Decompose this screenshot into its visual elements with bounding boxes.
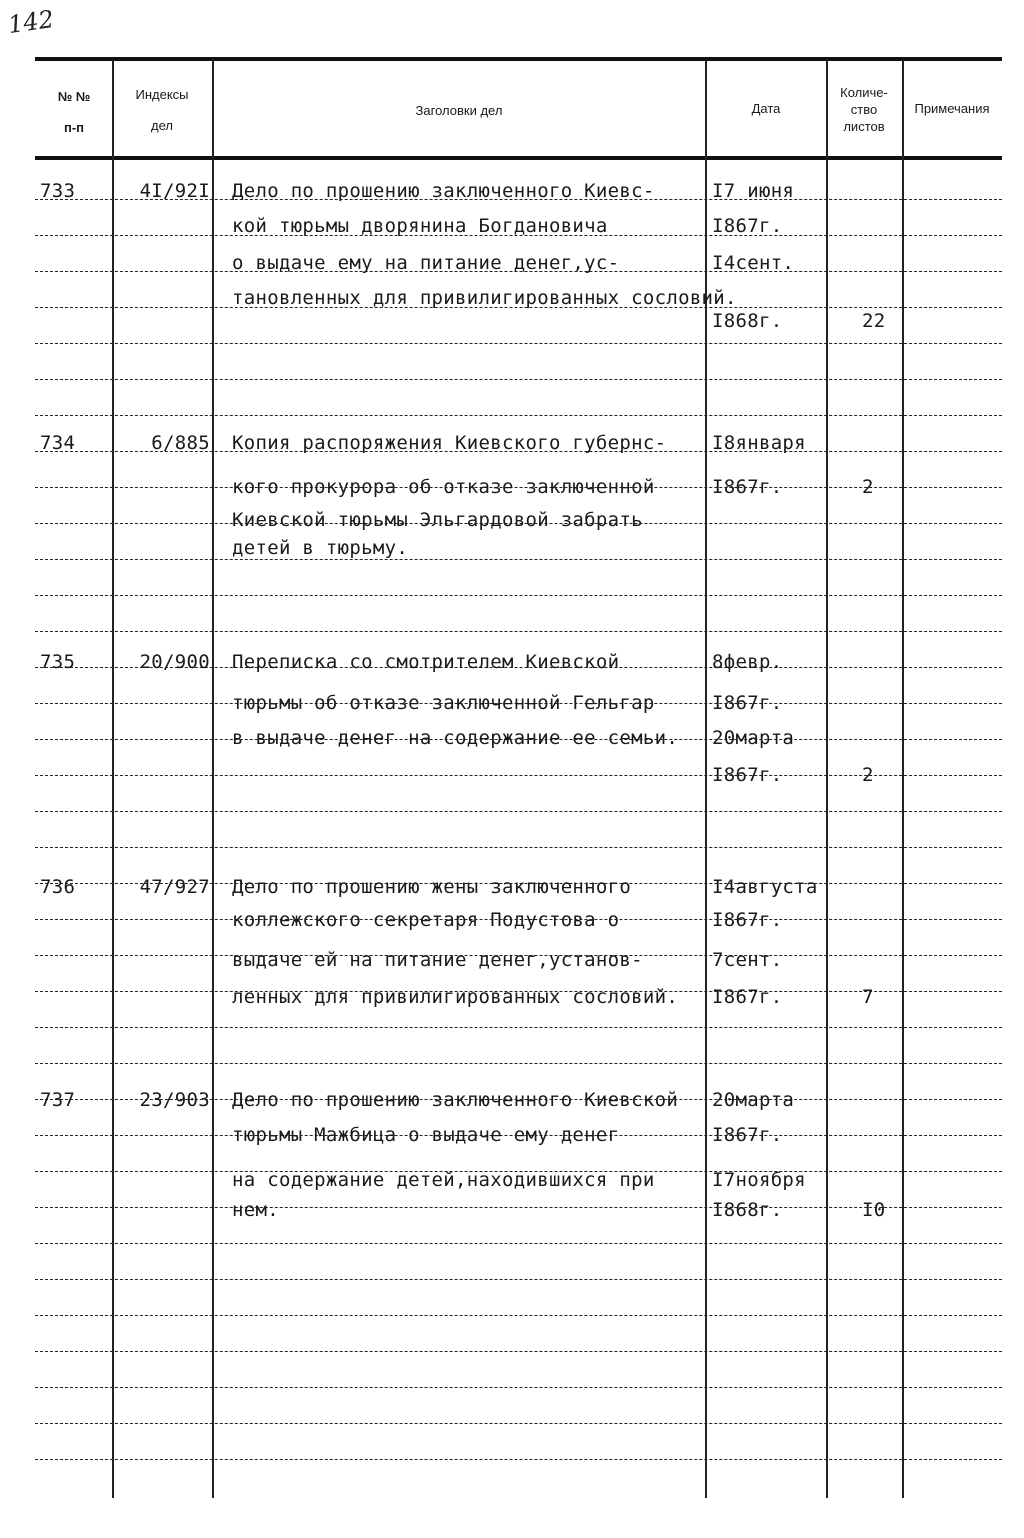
entry-date: I867г.: [712, 986, 783, 1008]
entry-index: 6/885: [151, 432, 210, 454]
entry-date: I867г.: [712, 1124, 783, 1146]
column-rule: [112, 60, 114, 1498]
ruled-line: [35, 1387, 1002, 1388]
header-num-sub: п-п: [63, 120, 85, 135]
entry-title-line: кого прокурора об отказе заключенной: [232, 476, 655, 498]
entry-index: 23/903: [139, 1089, 210, 1111]
entry-index: 20/900: [139, 651, 210, 673]
column-rule: [826, 60, 828, 1498]
ruled-line: [35, 811, 1002, 812]
entry-title-line: тюрьмы Мажбица о выдаче ему денег: [232, 1124, 620, 1146]
ruled-line: [35, 1207, 1002, 1208]
entry-title-line: нем.: [232, 1199, 279, 1221]
entry-title-line: кой тюрьмы дворянина Богдановича: [232, 215, 608, 237]
entry-title-line: коллежского секретаря Подустова о: [232, 909, 620, 931]
ruled-line: [35, 1063, 1002, 1064]
entry-number: 736: [40, 876, 76, 898]
entry-date: I868г.: [712, 310, 783, 332]
entry-title-line: Переписка со смотрителем Киевской: [232, 651, 620, 673]
header-index-sub: дел: [151, 118, 173, 133]
entry-title-line: Дело по прошению жены заключенного: [232, 876, 632, 898]
ruled-line: [35, 379, 1002, 380]
header-title: Заголовки дел: [415, 103, 503, 118]
entry-date: I867г.: [712, 215, 783, 237]
entry-title-line: выдаче ей на питание денег,установ-: [232, 949, 643, 971]
column-rule: [902, 60, 904, 1498]
header-num-label: № №: [57, 89, 91, 104]
entry-number: 737: [40, 1089, 76, 1111]
entry-title-line: в выдаче денег на содержание ее семьи.: [232, 727, 679, 749]
entry-date: 7сент.: [712, 949, 783, 971]
header-index-label: Индексы: [135, 87, 189, 102]
entry-date: I867г.: [712, 692, 783, 714]
ruled-line: [35, 1279, 1002, 1280]
entry-date: 20марта: [712, 1089, 795, 1111]
column-rule: [212, 60, 214, 1498]
entry-date: I4августа: [712, 876, 818, 898]
entry-title-line: ленных для привилигированных сословий.: [232, 986, 679, 1008]
entry-sheet-count: 7: [862, 986, 874, 1008]
entry-title-line: тановленных для привилигированных сословий.: [232, 287, 737, 309]
entry-title-line: Дело по прошению заключенного Киевс-: [232, 180, 655, 202]
entry-title-line: о выдаче ему на питание денег,ус-: [232, 252, 620, 274]
header-num: [38, 88, 110, 136]
entry-date: I7 июня: [712, 180, 795, 202]
ruled-line: [35, 1423, 1002, 1424]
entry-date: I4сент.: [712, 252, 795, 274]
entry-sheet-count: 2: [862, 476, 874, 498]
entry-title-line: Копия распоряжения Киевского губернс-: [232, 432, 667, 454]
entry-date: I867г.: [712, 909, 783, 931]
ruled-line: [35, 1027, 1002, 1028]
entry-title-line: Киевской тюрьмы Эльгардовой забрать: [232, 509, 643, 531]
ruled-line: [35, 1315, 1002, 1316]
page-number: 142: [6, 4, 56, 40]
ruled-line: [35, 847, 1002, 848]
ruled-line: [35, 775, 1002, 776]
entry-date: I8января: [712, 432, 806, 454]
entry-sheet-count: I0: [862, 1199, 886, 1221]
column-rule: [705, 60, 707, 1498]
entry-title-line: Дело по прошению заключенного Киевской: [232, 1089, 679, 1111]
entry-title-line: детей в тюрьму.: [232, 537, 409, 559]
ruled-line: [35, 631, 1002, 632]
ruled-line: [35, 1459, 1002, 1460]
ruled-line: [35, 1351, 1002, 1352]
entry-date: I867г.: [712, 764, 783, 786]
entry-date: I867г.: [712, 476, 783, 498]
ruled-line: [35, 343, 1002, 344]
header-top-rule: [35, 57, 1002, 61]
header-notes: Примечания: [914, 101, 990, 116]
entry-title-line: на содержание детей,находившихся при: [232, 1169, 655, 1191]
ruled-line: [35, 1243, 1002, 1244]
entry-sheet-count: 22: [862, 310, 886, 332]
entry-date: 8февр.: [712, 651, 783, 673]
entry-number: 735: [40, 651, 76, 673]
header-bottom-rule: [35, 156, 1002, 160]
header-index: [113, 86, 211, 134]
entry-index: 47/927: [139, 876, 210, 898]
entry-sheet-count: 2: [862, 764, 874, 786]
entry-date: 20марта: [712, 727, 795, 749]
ruled-line: [35, 559, 1002, 560]
entry-date: I7ноября: [712, 1169, 806, 1191]
entry-date: I868г.: [712, 1199, 783, 1221]
entry-index: 4I/92I: [139, 180, 210, 202]
header-count: Количе- ство листов: [840, 85, 888, 134]
ruled-line: [35, 595, 1002, 596]
entry-number: 734: [40, 432, 76, 454]
ruled-line: [35, 415, 1002, 416]
entry-number: 733: [40, 180, 76, 202]
header-date: Дата: [751, 101, 781, 116]
entry-title-line: тюрьмы об отказе заключенной Гельгар: [232, 692, 655, 714]
